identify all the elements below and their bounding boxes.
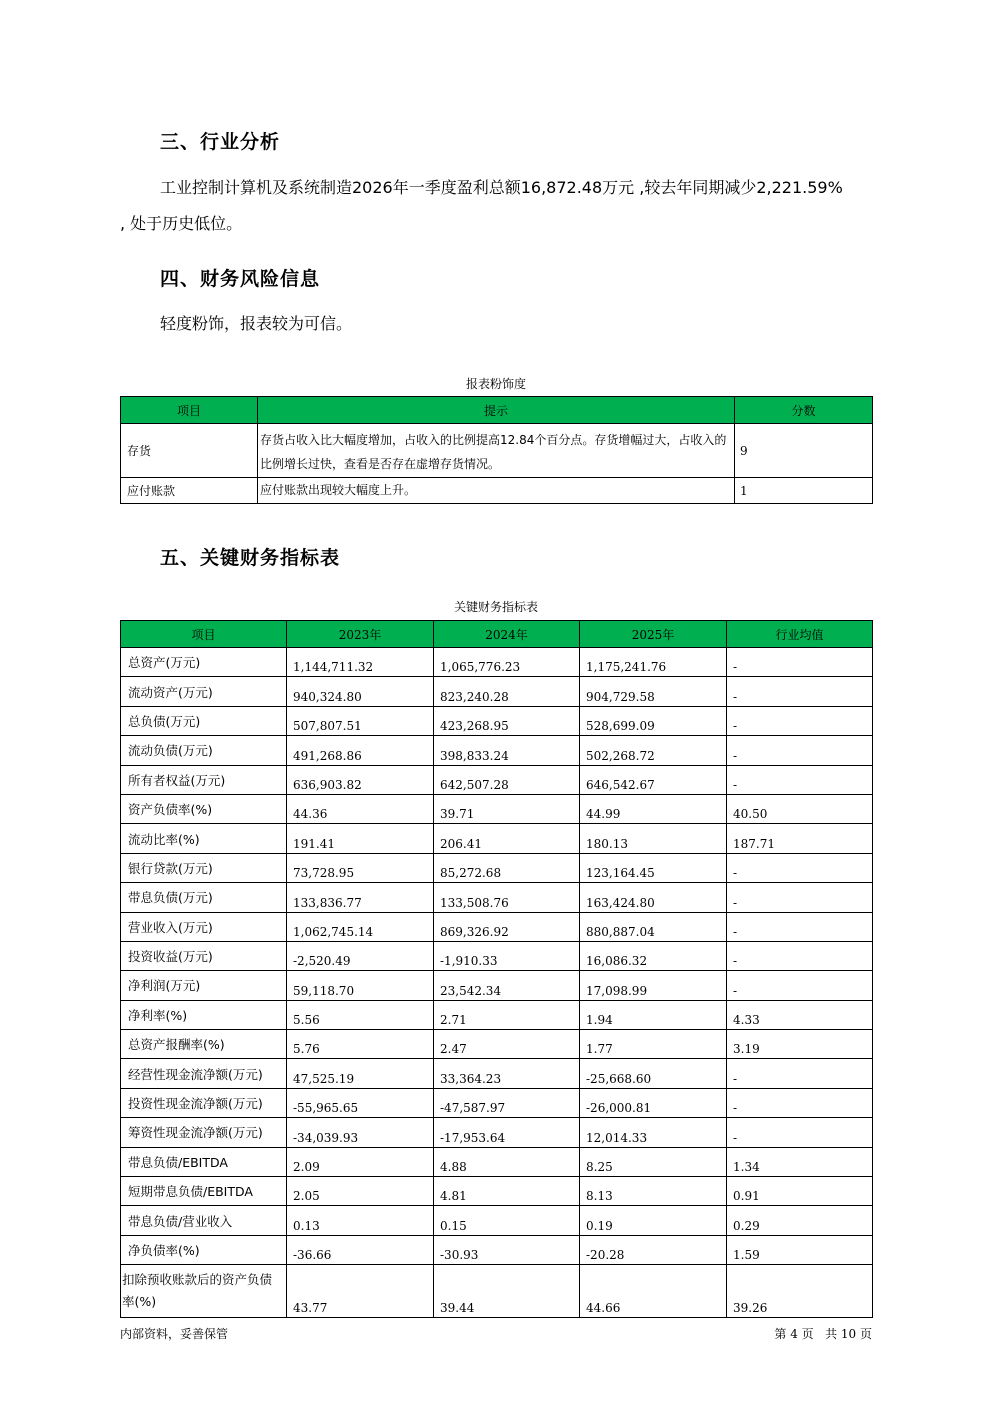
- kpi-cell-value: 0.91: [727, 1177, 873, 1206]
- kpi-cell-value: 1,175,241.76: [580, 648, 727, 677]
- footer-confidential-note: 内部资料，妥善保管: [120, 1327, 229, 1341]
- kpi-cell-value: 163,424.80: [580, 883, 727, 912]
- kpi-row-label: 流动资产(万元): [121, 677, 287, 706]
- kpi-cell-value: 8.13: [580, 1177, 727, 1206]
- kpi-cell-value: 4.33: [727, 1000, 873, 1029]
- kpi-header-2024: 2024年: [434, 621, 580, 648]
- risk-score: 1: [735, 478, 873, 504]
- kpi-cell-value: 528,699.09: [580, 706, 727, 735]
- kpi-cell-value: 1.94: [580, 1000, 727, 1029]
- table-row: [121, 883, 873, 912]
- kpi-cell-value: -26,000.81: [580, 1088, 727, 1117]
- kpi-row-label: 带息负债/营业收入: [121, 1206, 287, 1235]
- section-heading-industry-analysis: 三、行业分析: [160, 131, 281, 153]
- table-row: [121, 1177, 873, 1206]
- table-row: [121, 794, 873, 823]
- kpi-cell-value: 1,065,776.23: [434, 648, 580, 677]
- kpi-cell-value: 73,728.95: [287, 853, 434, 882]
- kpi-cell-value: 43.77: [287, 1265, 434, 1318]
- kpi-cell-value: 507,807.51: [287, 706, 434, 735]
- kpi-cell-value: -: [727, 971, 873, 1000]
- footer-page-number: 第 4 页 共 10 页: [774, 1327, 872, 1341]
- table-row: [121, 971, 873, 1000]
- kpi-cell-value: 23,542.34: [434, 971, 580, 1000]
- kpi-cell-value: -: [727, 941, 873, 970]
- kpi-cell-value: -1,910.33: [434, 941, 580, 970]
- kpi-table: [120, 620, 873, 1318]
- table-row: [121, 941, 873, 970]
- kpi-cell-value: 904,729.58: [580, 677, 727, 706]
- kpi-cell-value: -36.66: [287, 1235, 434, 1264]
- risk-table: [120, 396, 873, 504]
- kpi-cell-value: 940,324.80: [287, 677, 434, 706]
- table-row: [121, 648, 873, 677]
- kpi-cell-value: 2.09: [287, 1147, 434, 1176]
- kpi-cell-value: -: [727, 736, 873, 765]
- kpi-row-label: 带息负债/EBITDA: [121, 1147, 287, 1176]
- kpi-cell-value: 646,542.67: [580, 765, 727, 794]
- kpi-cell-value: 880,887.04: [580, 912, 727, 941]
- kpi-cell-value: 39.71: [434, 794, 580, 823]
- kpi-row-label: 资产负债率(%): [121, 794, 287, 823]
- kpi-row-label: 投资性现金流净额(万元): [121, 1088, 287, 1117]
- kpi-cell-value: -30.93: [434, 1235, 580, 1264]
- kpi-cell-value: -: [727, 1088, 873, 1117]
- kpi-row-label: 净负债率(%): [121, 1235, 287, 1264]
- kpi-cell-value: -20.28: [580, 1235, 727, 1264]
- kpi-cell-value: 187.71: [727, 824, 873, 853]
- kpi-row-label: 营业收入(万元): [121, 912, 287, 941]
- kpi-cell-value: 44.36: [287, 794, 434, 823]
- kpi-cell-value: -47,587.97: [434, 1088, 580, 1117]
- kpi-row-label: 带息负债(万元): [121, 883, 287, 912]
- risk-hint: 应付账款出现较大幅度上升。: [258, 478, 735, 504]
- table-row: [121, 824, 873, 853]
- kpi-row-label: 总资产报酬率(%): [121, 1030, 287, 1059]
- table-row: [121, 1000, 873, 1029]
- kpi-table-header-row: [121, 621, 873, 648]
- risk-hint: 存货占收入比大幅度增加，占收入的比例提高12.84个百分点。存货增幅过大，占收入的比例增长过快，查看是否存在虚增存货情况。: [258, 424, 735, 478]
- kpi-cell-value: 40.50: [727, 794, 873, 823]
- kpi-cell-value: 2.47: [434, 1030, 580, 1059]
- kpi-cell-value: -2,520.49: [287, 941, 434, 970]
- risk-header-hint: 提示: [258, 397, 735, 424]
- kpi-cell-value: 2.71: [434, 1000, 580, 1029]
- kpi-cell-value: 4.88: [434, 1147, 580, 1176]
- kpi-cell-value: 39.44: [434, 1265, 580, 1318]
- kpi-cell-value: 0.19: [580, 1206, 727, 1235]
- kpi-cell-value: -25,668.60: [580, 1059, 727, 1088]
- kpi-cell-value: 642,507.28: [434, 765, 580, 794]
- kpi-row-label: 筹资性现金流净额(万元): [121, 1118, 287, 1147]
- kpi-cell-value: 47,525.19: [287, 1059, 434, 1088]
- section-heading-key-indicators: 五、关键财务指标表: [160, 547, 341, 569]
- kpi-row-label: 总资产(万元): [121, 648, 287, 677]
- kpi-cell-value: -: [727, 1059, 873, 1088]
- kpi-cell-value: 33,364.23: [434, 1059, 580, 1088]
- kpi-cell-value: 180.13: [580, 824, 727, 853]
- risk-item: 应付账款: [121, 478, 258, 504]
- risk-table-header-row: [121, 397, 873, 424]
- kpi-cell-value: 1.34: [727, 1147, 873, 1176]
- kpi-cell-value: -55,965.65: [287, 1088, 434, 1117]
- kpi-row-label: 银行贷款(万元): [121, 853, 287, 882]
- kpi-header-2025: 2025年: [580, 621, 727, 648]
- kpi-cell-value: 1.59: [727, 1235, 873, 1264]
- table-row: [121, 1059, 873, 1088]
- table-row: [121, 677, 873, 706]
- kpi-cell-value: 3.19: [727, 1030, 873, 1059]
- kpi-cell-value: 423,268.95: [434, 706, 580, 735]
- kpi-row-label: 流动比率(%): [121, 824, 287, 853]
- table-row: [121, 1088, 873, 1117]
- section-heading-financial-risk: 四、财务风险信息: [160, 268, 321, 290]
- table-row: [121, 706, 873, 735]
- table-row: [121, 912, 873, 941]
- kpi-cell-value: 1,144,711.32: [287, 648, 434, 677]
- kpi-cell-value: 0.13: [287, 1206, 434, 1235]
- kpi-row-label: 净利润(万元): [121, 971, 287, 1000]
- kpi-cell-value: -34,039.93: [287, 1118, 434, 1147]
- kpi-header-2023: 2023年: [287, 621, 434, 648]
- financial-risk-summary: 轻度粉饰，报表较为可信。: [160, 314, 353, 333]
- kpi-table-caption: 关键财务指标表: [453, 600, 538, 614]
- kpi-cell-value: 8.25: [580, 1147, 727, 1176]
- kpi-header-item: 项目: [121, 621, 287, 648]
- kpi-cell-value: 2.05: [287, 1177, 434, 1206]
- table-row: [121, 1030, 873, 1059]
- kpi-cell-value: -: [727, 677, 873, 706]
- table-row: [121, 765, 873, 794]
- kpi-row-label: 所有者权益(万元): [121, 765, 287, 794]
- kpi-cell-value: 12,014.33: [580, 1118, 727, 1147]
- kpi-cell-value: 17,098.99: [580, 971, 727, 1000]
- kpi-row-label: 投资收益(万元): [121, 941, 287, 970]
- kpi-cell-value: 123,164.45: [580, 853, 727, 882]
- table-row: [121, 1118, 873, 1147]
- kpi-cell-value: -17,953.64: [434, 1118, 580, 1147]
- kpi-cell-value: 0.29: [727, 1206, 873, 1235]
- table-row: [121, 736, 873, 765]
- kpi-cell-value: 44.66: [580, 1265, 727, 1318]
- kpi-cell-value: 4.81: [434, 1177, 580, 1206]
- risk-header-item: 项目: [121, 397, 258, 424]
- kpi-row-label: 流动负债(万元): [121, 736, 287, 765]
- kpi-cell-value: 133,836.77: [287, 883, 434, 912]
- table-row: [121, 1235, 873, 1264]
- table-row: [121, 1206, 873, 1235]
- kpi-cell-value: -: [727, 765, 873, 794]
- kpi-cell-value: 206.41: [434, 824, 580, 853]
- risk-header-score: 分数: [735, 397, 873, 424]
- kpi-cell-value: -: [727, 853, 873, 882]
- kpi-cell-value: -: [727, 912, 873, 941]
- kpi-row-label: 经营性现金流净额(万元): [121, 1059, 287, 1088]
- kpi-cell-value: 823,240.28: [434, 677, 580, 706]
- kpi-cell-value: 1.77: [580, 1030, 727, 1059]
- kpi-cell-value: 39.26: [727, 1265, 873, 1318]
- table-row: [121, 853, 873, 882]
- kpi-cell-value: 5.76: [287, 1030, 434, 1059]
- risk-score: 9: [735, 424, 873, 478]
- kpi-cell-value: 398,833.24: [434, 736, 580, 765]
- industry-analysis-line1: 工业控制计算机及系统制造2026年一季度盈利总额16,872.48万元 ,较去年同期减少2,221.59%: [160, 178, 843, 197]
- kpi-cell-value: 1,062,745.14: [287, 912, 434, 941]
- risk-row-inventory: [121, 424, 873, 478]
- kpi-cell-value: 636,903.82: [287, 765, 434, 794]
- kpi-cell-value: 5.56: [287, 1000, 434, 1029]
- risk-item: 存货: [121, 424, 258, 478]
- risk-table-caption: 报表粉饰度: [465, 377, 526, 391]
- kpi-row-label: 扣除预收账款后的资产负债率(%): [121, 1265, 287, 1318]
- table-row: [121, 1147, 873, 1176]
- kpi-row-label: 总负债(万元): [121, 706, 287, 735]
- table-row: [121, 1265, 873, 1318]
- kpi-row-label: 短期带息负债/EBITDA: [121, 1177, 287, 1206]
- risk-row-accounts-payable: [121, 478, 873, 504]
- industry-analysis-line2: , 处于历史低位。: [120, 214, 243, 233]
- kpi-cell-value: 869,326.92: [434, 912, 580, 941]
- kpi-cell-value: -: [727, 883, 873, 912]
- kpi-cell-value: -: [727, 648, 873, 677]
- kpi-cell-value: 133,508.76: [434, 883, 580, 912]
- kpi-cell-value: 59,118.70: [287, 971, 434, 1000]
- kpi-cell-value: -: [727, 1118, 873, 1147]
- kpi-cell-value: 491,268.86: [287, 736, 434, 765]
- kpi-cell-value: 0.15: [434, 1206, 580, 1235]
- kpi-cell-value: 85,272.68: [434, 853, 580, 882]
- kpi-cell-value: 44.99: [580, 794, 727, 823]
- kpi-cell-value: 191.41: [287, 824, 434, 853]
- kpi-cell-value: 502,268.72: [580, 736, 727, 765]
- kpi-cell-value: -: [727, 706, 873, 735]
- kpi-header-industry-avg: 行业均值: [727, 621, 873, 648]
- kpi-cell-value: 16,086.32: [580, 941, 727, 970]
- kpi-row-label: 净利率(%): [121, 1000, 287, 1029]
